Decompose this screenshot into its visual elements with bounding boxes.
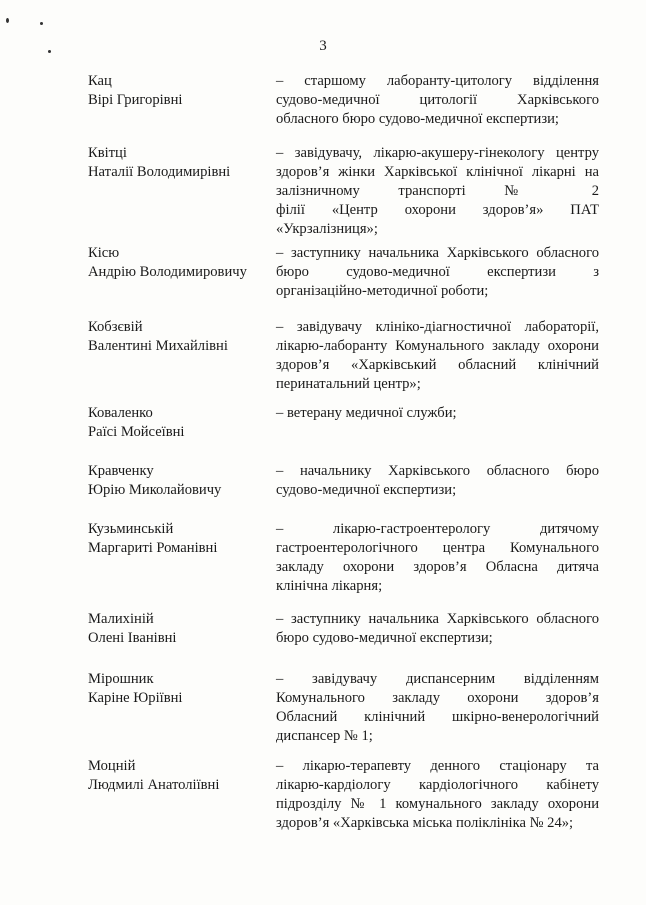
awardee-name bbox=[88, 72, 273, 110]
position-line: судово-медичної цитології Харківського bbox=[276, 92, 599, 108]
awardee-position bbox=[276, 404, 599, 423]
position-line: гастроентерологічного центра Комунального bbox=[276, 540, 599, 556]
awardee-surname: Коваленко bbox=[88, 405, 153, 421]
position-line: підрозділу № 1 комунального закладу охорони bbox=[276, 796, 599, 812]
awardee-given-names: Маргариті Романівні bbox=[88, 540, 218, 556]
awardee-position bbox=[276, 520, 599, 596]
awardee-given-names: Каріне Юріївні bbox=[88, 690, 183, 706]
position-line: здоров’я жінки Харківської клінічної лікарні на bbox=[276, 164, 599, 180]
awardee-position bbox=[276, 144, 599, 239]
position-line: лікарю-лаборанту Комунального закладу охорони bbox=[276, 338, 599, 354]
position-line: – завідувачу диспансерним відділенням bbox=[276, 671, 599, 687]
position-line: організаційно-методичної роботи; bbox=[276, 283, 489, 299]
awardee-surname: Малихіній bbox=[88, 611, 154, 627]
awardee-name bbox=[88, 757, 273, 795]
position-line: – лікарю-терапевту денного стаціонару та bbox=[276, 758, 599, 774]
awardee-position bbox=[276, 610, 599, 648]
position-line: обласного бюро судово-медичної експертизи; bbox=[276, 111, 559, 127]
awardee-name bbox=[88, 404, 273, 442]
awardee-surname: Кобзєвій bbox=[88, 319, 143, 335]
position-line: здоров’я «Харківська міська поліклініка № 24»; bbox=[276, 815, 574, 831]
awardee-surname: Кац bbox=[88, 73, 112, 89]
awardee-name bbox=[88, 462, 273, 500]
position-line: бюро судово-медичної експертизи з bbox=[276, 264, 599, 280]
awardee-surname: Кузьминській bbox=[88, 521, 174, 537]
position-line: філії «Центр охорони здоров’я» ПАТ bbox=[276, 202, 599, 218]
awardee-name bbox=[88, 318, 273, 356]
position-line: Комунального закладу охорони здоров’я bbox=[276, 690, 599, 706]
awardee-position bbox=[276, 757, 599, 833]
position-line: закладу охорони здоров’я Обласна дитяча bbox=[276, 559, 599, 575]
awardee-name bbox=[88, 244, 273, 282]
awardee-position bbox=[276, 244, 599, 301]
awardee-name bbox=[88, 670, 273, 708]
position-line: диспансер № 1; bbox=[276, 728, 373, 744]
page-number: 3 bbox=[319, 38, 327, 54]
awardee-given-names: Наталії Володимирівні bbox=[88, 164, 231, 180]
position-line: – завідувачу клініко-діагностичної лабораторії, bbox=[276, 319, 599, 335]
position-line: клінічна лікарня; bbox=[276, 578, 383, 594]
position-line: Обласний клінічний шкірно-венерологічний bbox=[276, 709, 599, 725]
position-line: перинатальний центр»; bbox=[276, 376, 421, 392]
awardee-surname: Мірошник bbox=[88, 671, 154, 687]
position-line: залізничному транспорті № 2 bbox=[276, 183, 599, 199]
awardee-name bbox=[88, 610, 273, 648]
position-line: – ветерану медичної служби; bbox=[276, 405, 457, 421]
position-line: «Укрзалізниця»; bbox=[276, 221, 378, 237]
awardee-name bbox=[88, 144, 273, 182]
awardee-position bbox=[276, 318, 599, 394]
awardee-position bbox=[276, 72, 599, 129]
scan-speck bbox=[40, 22, 43, 25]
position-line: – лікарю-гастроентерологу дитячому bbox=[276, 521, 599, 537]
position-line: – заступнику начальника Харківського обласного bbox=[276, 611, 599, 627]
position-line: – заступнику начальника Харківського обласного bbox=[276, 245, 599, 261]
awardee-given-names: Людмилі Анатоліївні bbox=[88, 777, 220, 793]
scan-speck bbox=[6, 18, 9, 23]
awardee-given-names: Андрію Володимировичу bbox=[88, 264, 247, 280]
position-line: – начальнику Харківського обласного бюро bbox=[276, 463, 599, 479]
awardee-given-names: Вірі Григорівні bbox=[88, 92, 183, 108]
awardee-given-names: Олені Іванівні bbox=[88, 630, 177, 646]
position-line: судово-медичної експертизи; bbox=[276, 482, 457, 498]
awardee-given-names: Раїсі Мойсеївні bbox=[88, 424, 185, 440]
awardee-position bbox=[276, 462, 599, 500]
position-line: бюро судово-медичної експертизи; bbox=[276, 630, 493, 646]
position-line: лікарю-кардіологу кардіологічного кабінету bbox=[276, 777, 599, 793]
position-line: здоров’я «Харківський обласний клінічний bbox=[276, 357, 599, 373]
awardee-position bbox=[276, 670, 599, 746]
awardee-surname: Кравченку bbox=[88, 463, 154, 479]
awardee-surname: Квітці bbox=[88, 145, 127, 161]
awardee-given-names: Валентині Михайлівні bbox=[88, 338, 228, 354]
position-line: – старшому лаборанту-цитологу відділення bbox=[276, 73, 599, 89]
awardee-surname: Моцній bbox=[88, 758, 136, 774]
awardee-surname: Кісю bbox=[88, 245, 120, 261]
awardee-given-names: Юрію Миколайовичу bbox=[88, 482, 222, 498]
awardee-name bbox=[88, 520, 273, 558]
position-line: – завідувачу, лікарю-акушеру-гінекологу центру bbox=[276, 145, 599, 161]
